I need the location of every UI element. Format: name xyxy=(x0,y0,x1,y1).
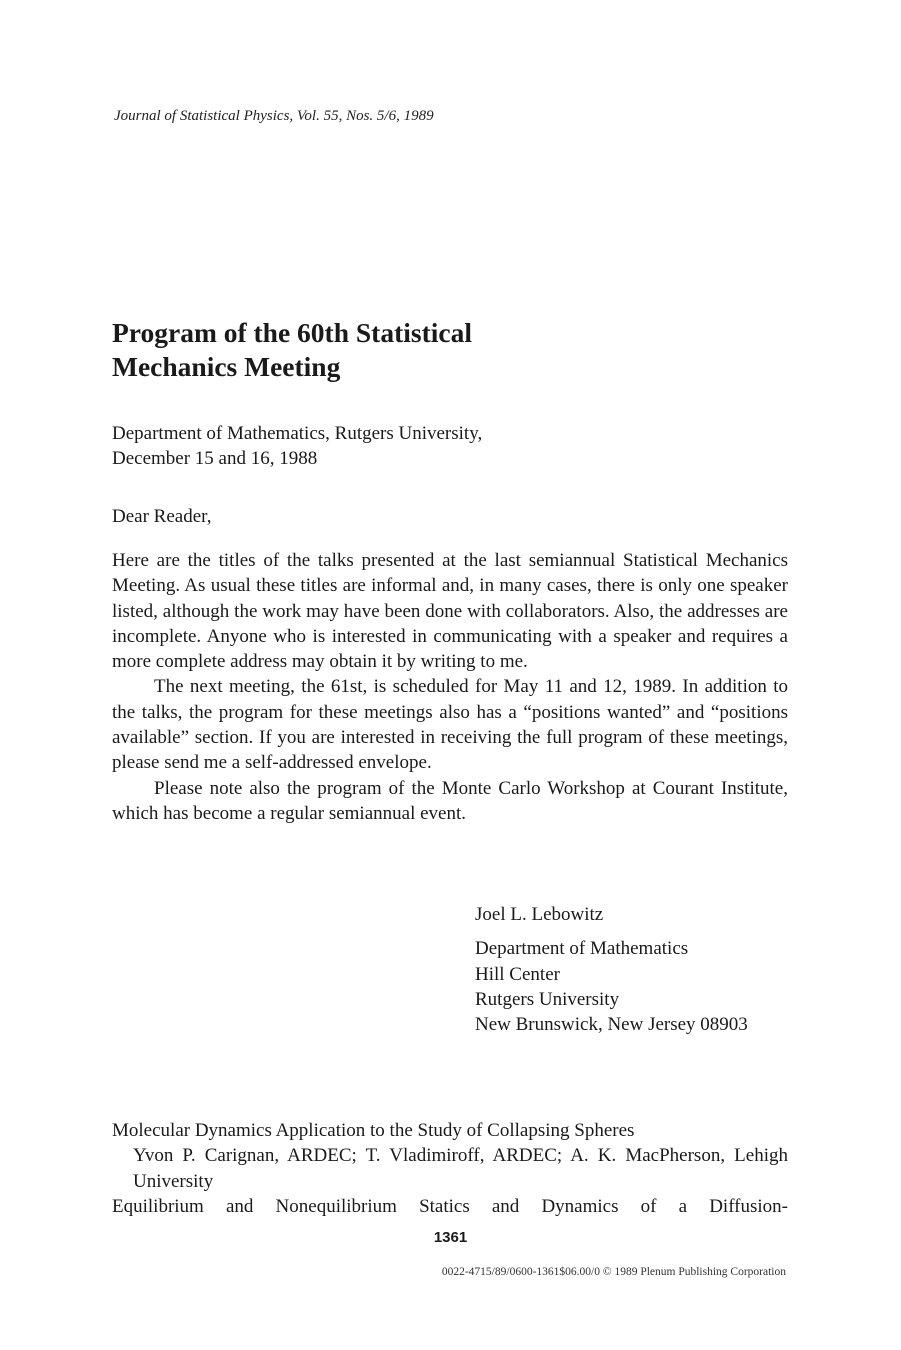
address-line-4: New Brunswick, New Jersey 08903 xyxy=(475,1014,748,1036)
letter-paragraph-1: Here are the titles of the talks presented at the last semiannual Statistical Mechanics Meeting. As usual these titles are informal and, in many cases, there is only one speaker listed, although the work may have been done with collaborators. Also, the addresses are incomplete. Anyone who is interested in communicating with a speaker and requires a more complete address may obtain it by writing to me. xyxy=(112,550,788,673)
article-title xyxy=(112,316,752,384)
copyright-line: 0022-4715/89/0600-1361$06.00/0 © 1989 Plenum Publishing Corporation xyxy=(441,1266,786,1278)
venue-line-2: December 15 and 16, 1988 xyxy=(112,448,318,469)
article-title-line-1: Program of the 60th Statistical xyxy=(112,317,472,348)
address-line-3: Rutgers University xyxy=(475,988,620,1010)
talk-title: Molecular Dynamics Application to the Study of Collapsing Spheres xyxy=(112,1120,635,1141)
letter-paragraph-3: Please note also the program of the Monte Carlo Workshop at Courant Institute, which has become a regular semiannual event. xyxy=(112,777,788,824)
talk-title: Equilibrium and Nonequilibrium Statics and Dynamics of a Diffusion- xyxy=(112,1195,788,1217)
talk-list xyxy=(112,1118,788,1219)
address-line-1: Department of Mathematics xyxy=(475,938,689,960)
letter-signature xyxy=(475,902,748,1037)
journal-header: Journal of Statistical Physics, Vol. 55, Nos. 5/6, 1989 xyxy=(114,108,434,124)
letter-salutation: Dear Reader, xyxy=(112,506,212,527)
article-title-line-2: Mechanics Meeting xyxy=(112,351,341,382)
meeting-venue xyxy=(112,421,482,471)
signature-name: Joel L. Lebowitz xyxy=(475,904,604,925)
letter-paragraph-2: The next meeting, the 61st, is scheduled for May 11 and 12, 1989. In addition to the talks, the program for these meetings also has a “positions wanted” and “positions available” section. If you are interested in receiving the full program of these meetings, please send me a self-addressed envelope. xyxy=(112,676,788,774)
address-line-2: Hill Center xyxy=(475,963,560,985)
letter-body xyxy=(112,548,788,826)
talk-authors: Yvon P. Carignan, ARDEC; T. Vladimiroff, ARDEC; A. K. MacPherson, Lehigh University xyxy=(133,1145,788,1192)
page-number: 1361 xyxy=(433,1229,468,1246)
venue-line-1: Department of Mathematics, Rutgers University, xyxy=(112,423,483,444)
